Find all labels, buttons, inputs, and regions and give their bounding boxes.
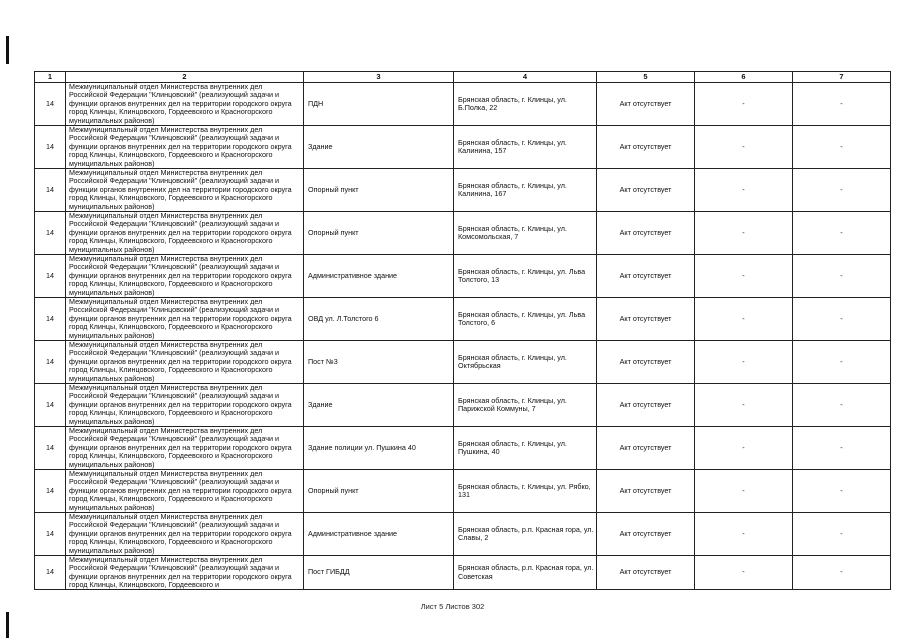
table-row	[35, 470, 891, 513]
column-7-value: -	[793, 513, 891, 556]
table-row	[35, 298, 891, 341]
organization-name	[66, 427, 304, 470]
object-name: Здание полиции ул. Пушкина 40	[304, 427, 454, 470]
organization-name-text: Межмуниципальный отдел Министерства внутренних дел Российской Федерации "Клинцовский" (реализующий задачи и функции органов внутренних дел на территории городского округа город Клинцы, Клинцовского, Гордеевского и Красногорского муниципальных районов)	[69, 126, 292, 168]
column-6-value: -	[695, 470, 793, 513]
object-address: Брянская область, г. Клинцы, ул. Б.Полка, 22	[454, 83, 597, 126]
table-body	[35, 83, 891, 590]
organization-name-text: Межмуниципальный отдел Министерства внутренних дел Российской Федерации "Клинцовский" (реализующий задачи и функции органов внутренних дел на территории городского округа город Клинцы, Клинцовского, Гордеевского и Красногорского муниципальных районов)	[69, 341, 292, 383]
organization-name-text: Межмуниципальный отдел Министерства внутренних дел Российской Федерации "Клинцовский" (реализующий задачи и функции органов внутренних дел на территории городского округа город Клинцы, Клинцовского, Гордеевского и Красногорского муниципальных районов)	[69, 255, 292, 297]
object-address: Брянская область, г. Клинцы, ул. Пушкина, 40	[454, 427, 597, 470]
object-address: Брянская область, г. Клинцы, ул. Льва Толстого, 6	[454, 298, 597, 341]
page-footer: Лист 5 Листов 302	[420, 602, 485, 611]
object-address: Брянская область, р.п. Красная гора, ул. Советская	[454, 556, 597, 590]
organization-name	[66, 341, 304, 384]
organization-name-text: Межмуниципальный отдел Министерства внутренних дел Российской Федерации "Клинцовский" (реализующий задачи и функции органов внутренних дел на территории городского округа город Клинцы, Клинцовского, Гордеевского и Красногорского муниципальных районов)	[69, 513, 292, 555]
object-name: Пост №3	[304, 341, 454, 384]
object-name: ПДН	[304, 83, 454, 126]
organization-name-text: Межмуниципальный отдел Министерства внутренних дел Российской Федерации "Клинцовский" (реализующий задачи и функции органов внутренних дел на территории городского округа город Клинцы, Клинцовского, Гордеевского и Красногорского муниципальных районов)	[69, 212, 292, 254]
table-row	[35, 556, 891, 590]
object-name: Здание	[304, 126, 454, 169]
column-7-value: -	[793, 169, 891, 212]
organization-name	[66, 513, 304, 556]
object-name: Опорный пункт	[304, 169, 454, 212]
row-number: 14	[35, 470, 66, 513]
organization-name-text: Межмуниципальный отдел Министерства внутренних дел Российской Федерации "Клинцовский" (реализующий задачи и функции органов внутренних дел на территории городского округа город Клинцы, Клинцовского, Гордеевского и Красногорского муниципальных районов)	[69, 298, 292, 340]
act-status: Акт отсутствует	[597, 212, 695, 255]
object-address: Брянская область, г. Клинцы, ул. Октябрьская	[454, 341, 597, 384]
row-number: 14	[35, 341, 66, 384]
organization-name	[66, 212, 304, 255]
object-name: Опорный пункт	[304, 470, 454, 513]
column-6-value: -	[695, 126, 793, 169]
row-number: 14	[35, 298, 66, 341]
organization-name-text: Межмуниципальный отдел Министерства внутренних дел Российской Федерации "Клинцовский" (реализующий задачи и функции органов внутренних дел на территории городского округа город Клинцы, Клинцовского, Гордеевского и Красногорского муниципальных районов)	[69, 384, 292, 426]
object-name: Административное здание	[304, 513, 454, 556]
column-header-6: 6	[695, 72, 793, 83]
column-6-value: -	[695, 384, 793, 427]
column-6-value: -	[695, 298, 793, 341]
table-row	[35, 427, 891, 470]
column-6-value: -	[695, 83, 793, 126]
table-row	[35, 169, 891, 212]
act-status: Акт отсутствует	[597, 298, 695, 341]
organization-name-text: Межмуниципальный отдел Министерства внутренних дел Российской Федерации "Клинцовский" (реализующий задачи и функции органов внутренних дел на территории городского округа город Клинцы, Клинцовского, Гордеевского и	[69, 556, 292, 589]
column-7-value: -	[793, 427, 891, 470]
column-7-value: -	[793, 341, 891, 384]
column-header-5: 5	[597, 72, 695, 83]
column-7-value: -	[793, 470, 891, 513]
act-status: Акт отсутствует	[597, 556, 695, 590]
column-header-2: 2	[66, 72, 304, 83]
binding-mark-top	[6, 36, 9, 64]
binding-mark-bottom	[6, 612, 9, 638]
organization-name	[66, 169, 304, 212]
row-number: 14	[35, 556, 66, 590]
row-number: 14	[35, 255, 66, 298]
organization-name	[66, 255, 304, 298]
object-name: Административное здание	[304, 255, 454, 298]
column-6-value: -	[695, 556, 793, 590]
column-header-1: 1	[35, 72, 66, 83]
table-row	[35, 83, 891, 126]
row-number: 14	[35, 169, 66, 212]
table-row	[35, 341, 891, 384]
act-status: Акт отсутствует	[597, 169, 695, 212]
column-7-value: -	[793, 556, 891, 590]
organization-name	[66, 298, 304, 341]
act-status: Акт отсутствует	[597, 126, 695, 169]
object-address: Брянская область, г. Клинцы, ул. Калинина, 167	[454, 169, 597, 212]
organization-name-text: Межмуниципальный отдел Министерства внутренних дел Российской Федерации "Клинцовский" (реализующий задачи и функции органов внутренних дел на территории городского округа город Клинцы, Клинцовского, Гордеевского и Красногорского муниципальных районов)	[69, 427, 292, 469]
column-7-value: -	[793, 384, 891, 427]
registry-table	[34, 71, 891, 590]
act-status: Акт отсутствует	[597, 255, 695, 298]
organization-name	[66, 126, 304, 169]
act-status: Акт отсутствует	[597, 83, 695, 126]
column-7-value: -	[793, 298, 891, 341]
organization-name-text: Межмуниципальный отдел Министерства внутренних дел Российской Федерации "Клинцовский" (реализующий задачи и функции органов внутренних дел на территории городского округа город Клинцы, Клинцовского, Гордеевского и Красногорского муниципальных районов)	[69, 169, 292, 211]
act-status: Акт отсутствует	[597, 384, 695, 427]
organization-name	[66, 83, 304, 126]
object-name: ОВД ул. Л.Толстого 6	[304, 298, 454, 341]
object-address: Брянская область, г. Клинцы, ул. Рябко, 131	[454, 470, 597, 513]
column-header-4: 4	[454, 72, 597, 83]
row-number: 14	[35, 513, 66, 556]
organization-name	[66, 470, 304, 513]
column-6-value: -	[695, 427, 793, 470]
column-header-3: 3	[304, 72, 454, 83]
column-header-7: 7	[793, 72, 891, 83]
act-status: Акт отсутствует	[597, 513, 695, 556]
object-address: Брянская область, г. Клинцы, ул. Льва Толстого, 13	[454, 255, 597, 298]
table-row	[35, 212, 891, 255]
table-row	[35, 513, 891, 556]
row-number: 14	[35, 83, 66, 126]
table-row	[35, 384, 891, 427]
object-name: Пост ГИБДД	[304, 556, 454, 590]
act-status: Акт отсутствует	[597, 427, 695, 470]
act-status: Акт отсутствует	[597, 470, 695, 513]
column-7-value: -	[793, 255, 891, 298]
organization-name-text: Межмуниципальный отдел Министерства внутренних дел Российской Федерации "Клинцовский" (реализующий задачи и функции органов внутренних дел на территории городского округа город Клинцы, Клинцовского, Гордеевского и Красногорского муниципальных районов)	[69, 470, 292, 512]
object-address: Брянская область, г. Клинцы, ул. Калинина, 157	[454, 126, 597, 169]
column-7-value: -	[793, 83, 891, 126]
organization-name	[66, 556, 304, 590]
header-row	[35, 72, 891, 83]
organization-name	[66, 384, 304, 427]
object-address: Брянская область, р.п. Красная гора, ул. Славы, 2	[454, 513, 597, 556]
column-6-value: -	[695, 212, 793, 255]
column-6-value: -	[695, 341, 793, 384]
column-7-value: -	[793, 126, 891, 169]
table-row	[35, 126, 891, 169]
table-row	[35, 255, 891, 298]
row-number: 14	[35, 384, 66, 427]
column-7-value: -	[793, 212, 891, 255]
row-number: 14	[35, 427, 66, 470]
object-name: Опорный пункт	[304, 212, 454, 255]
column-6-value: -	[695, 255, 793, 298]
object-name: Здание	[304, 384, 454, 427]
table-header	[35, 72, 891, 83]
act-status: Акт отсутствует	[597, 341, 695, 384]
column-6-value: -	[695, 513, 793, 556]
row-number: 14	[35, 212, 66, 255]
organization-name-text: Межмуниципальный отдел Министерства внутренних дел Российской Федерации "Клинцовский" (реализующий задачи и функции органов внутренних дел на территории городского округа город Клинцы, Клинцовского, Гордеевского и Красногорского муниципальных районов)	[69, 83, 292, 125]
column-6-value: -	[695, 169, 793, 212]
object-address: Брянская область, г. Клинцы, ул. Комсомольская, 7	[454, 212, 597, 255]
row-number: 14	[35, 126, 66, 169]
object-address: Брянская область, г. Клинцы, ул. Парижской Коммуны, 7	[454, 384, 597, 427]
